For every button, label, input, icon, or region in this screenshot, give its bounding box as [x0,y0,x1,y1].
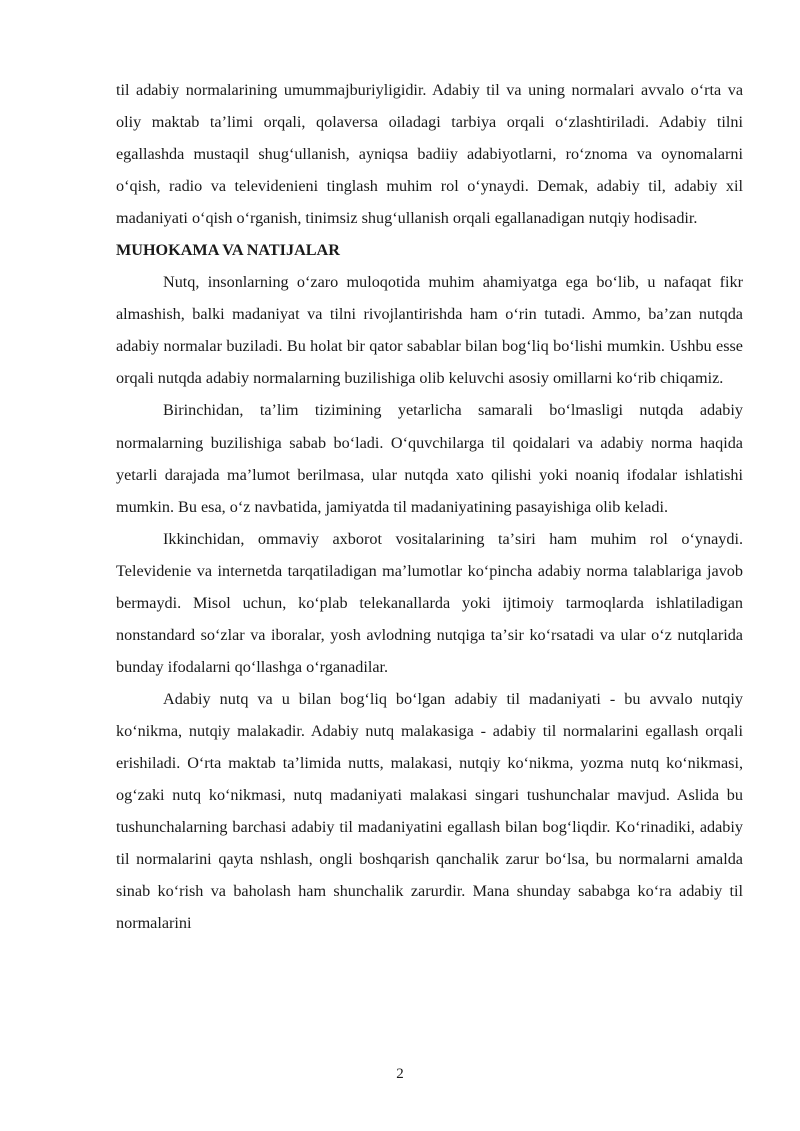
paragraph: Adabiy nutq va u bilan bogʻliq boʻlgan adabiy til madaniyati - bu avvalo nutqiy koʻnikma, nutqiy malakadir. Adabiy nutq malakasiga - adabiy til normalarini egallash orqali erishiladi. Oʻrta maktab taʼlimida nutts, malakasi, nutqiy koʻnikma, yozma nutq koʻnikmasi, ogʻzaki nutq koʻnikmasi, nutq madaniyati malakasi singari tushunchalar mavjud. Aslida bu tushunchalarning barchasi adabiy til madaniyatini egallash bilan bogʻliqdir. Koʻrinadiki, adabiy til normalarini qayta nshlash, ongli boshqarish qanchalik zarur boʻlsa, bu normalarni amalda sinab koʻrish va baholash ham shunchalik zarurdir. Mana shunday sababga koʻra adabiy til normalarini [116,689,743,933]
section-heading: MUHOKAMA VA NATIJALAR [116,241,340,260]
paragraph: Nutq, insonlarning oʻzaro muloqotida muhim ahamiyatga ega boʻlib, u nafaqat fikr almashish, balki madaniyat va tilni rivojlantirishda ham oʻrin tutadi. Ammo, baʼzan nutqda adabiy normalar buziladi. Bu holat bir qator sabablar bilan bogʻliq boʻlishi mumkin. Ushbu esse orqali nutqda adabiy normalarning buzilishiga olib keluvchi asosiy omillarni koʻrib chiqamiz. [116,273,743,388]
paragraph-continuation: til adabiy normalarining umummajburiyligidir. Adabiy til va uning normalari avvalo oʻrta va oliy maktab taʼlimi orqali, qolaversa oiladagi tarbiya orqali oʻzlashtiriladi. Adabiy tilni egallashda mustaqil shugʻullanish, ayniqsa badiiy adabiyotlarni, roʻznoma va oynomalarni oʻqish, radio va televidenieni tinglash muhim rol oʻynaydi. Demak, adabiy til, adabiy xil madaniyati oʻqish oʻrganish, tinimsiz shugʻullanish orqali egallanadigan nutqiy hodisadir. [116,81,743,228]
document-body [116,74,743,939]
page-number: 2 [396,1066,404,1082]
paragraph: Birinchidan, taʼlim tizimining yetarlicha samarali boʻlmasligi nutqda adabiy normalarning buzilishiga sabab boʻladi. Oʻquvchilarga til qoidalari va adabiy norma haqida yetarli darajada maʼlumot berilmasa, ular nutqda xato qilishi yoki noaniq ifodalar ishlatishi mumkin. Bu esa, oʻz navbatida, jamiyatda til madaniyatining pasayishiga olib keladi. [116,401,743,516]
paragraph: Ikkinchidan, ommaviy axborot vositalarining taʼsiri ham muhim rol oʻynaydi. Televidenie va internetda tarqatiladigan maʼlumotlar koʻpincha adabiy norma talablariga javob bermaydi. Misol uchun, koʻplab telekanallarda yoki ijtimoiy tarmoqlarda ishlatiladigan nonstandard soʻzlar va iboralar, yosh avlodning nutqiga taʼsir koʻrsatadi va ular oʻz nutqlarida bunday ifodalarni qoʻllashga oʻrganadilar. [116,529,743,676]
